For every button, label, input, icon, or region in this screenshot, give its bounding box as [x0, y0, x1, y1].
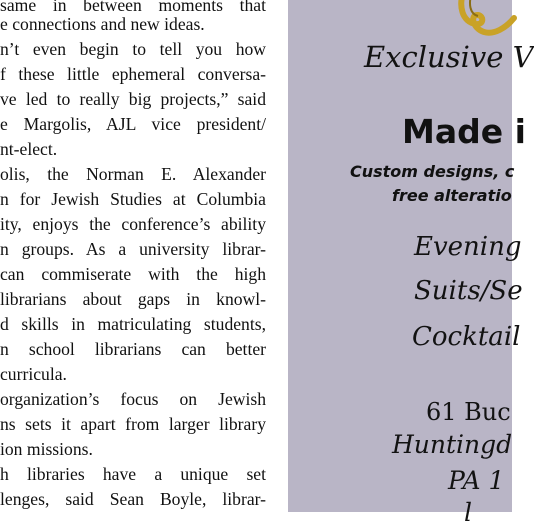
ad-item: Evening — [414, 232, 522, 262]
article-line: e connections and new ideas. — [0, 14, 205, 34]
article-line: h libraries have a unique set — [0, 464, 266, 484]
article-line: n groups. As a university librar- — [0, 239, 266, 259]
article-line: ion missions. — [0, 439, 93, 459]
ad-script-line: Exclusive V — [364, 40, 534, 74]
ad-headline: Made i — [402, 112, 526, 151]
ad-address-line: PA 1 — [448, 466, 505, 495]
article-line: organization’s focus on Jewish — [0, 389, 266, 409]
ad-tagline: Custom designs, c — [350, 162, 515, 181]
ad-item: Cocktail — [412, 322, 521, 352]
article-line: f these little ephemeral conversa- — [0, 64, 266, 84]
ad-address-line: l — [464, 498, 472, 527]
article-line: ity, enjoys the conference’s ability — [0, 214, 266, 234]
ad-address-line: Huntingd — [392, 430, 513, 459]
ad-item: Suits/Se — [414, 276, 523, 306]
article-line: d skills in matriculating students, — [0, 314, 266, 334]
article-line: can commiserate with the high — [0, 264, 266, 284]
article-line: nt-elect. — [0, 139, 58, 159]
article-line: ve led to really big projects,” said — [0, 89, 266, 109]
article-line: lenges, said Sean Boyle, librar- — [0, 489, 266, 509]
article-line: olis, the Norman E. Alexander — [0, 164, 266, 184]
ad-tagline: free alteratio — [392, 186, 512, 205]
advertisement — [288, 0, 534, 527]
article-line: ns sets it apart from larger library — [0, 414, 266, 434]
article-line: same in between moments that — [0, 0, 266, 15]
ad-address-line: 61 Buc — [426, 398, 511, 426]
article-line: librarians about gaps in knowl- — [0, 289, 266, 309]
logo-swash-icon — [454, 0, 524, 44]
article-line: curricula. — [0, 364, 67, 384]
article-line: n school librarians can better — [0, 339, 266, 359]
article-line: n’t even begin to tell you how — [0, 39, 266, 59]
article-line: n for Jewish Studies at Columbia — [0, 189, 266, 209]
article-line: e Margolis, AJL vice president/ — [0, 114, 266, 134]
